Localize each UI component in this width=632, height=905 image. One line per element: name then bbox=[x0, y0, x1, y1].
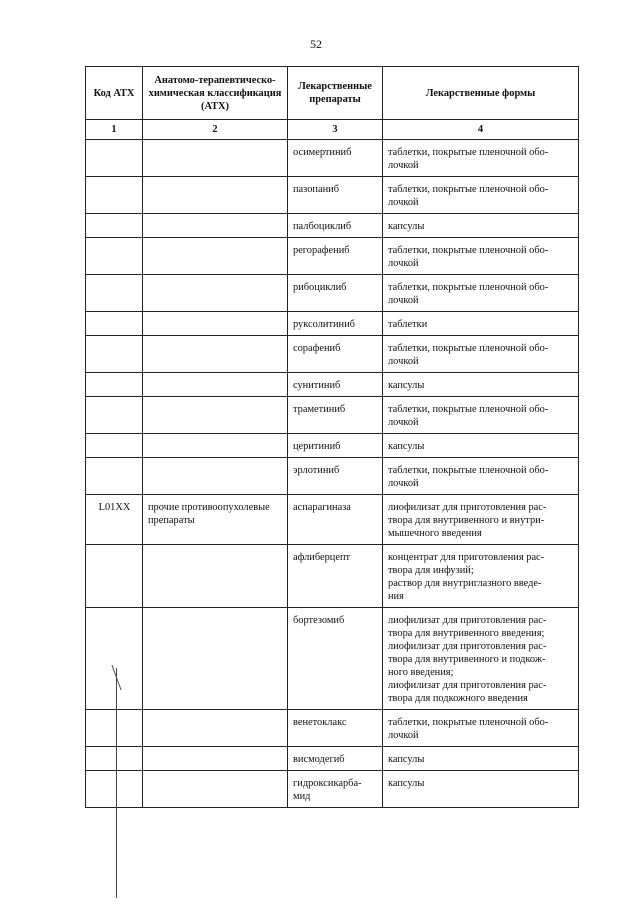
drug-name-cell: руксолитиниб bbox=[288, 312, 383, 336]
dosage-form-cell: капсулы bbox=[383, 214, 579, 238]
column-number: 3 bbox=[288, 120, 383, 140]
header-atx-classification: Анатомо-терапевтическо-химическая классификация (АТХ) bbox=[143, 67, 288, 120]
header-drugs: Лекарственные препараты bbox=[288, 67, 383, 120]
table-row bbox=[86, 608, 579, 710]
drug-name-cell: палбоциклиб bbox=[288, 214, 383, 238]
atx-code-cell bbox=[86, 608, 143, 710]
atx-class-cell bbox=[143, 434, 288, 458]
atx-class-cell bbox=[143, 545, 288, 608]
dosage-form-cell: капсулы bbox=[383, 434, 579, 458]
dosage-form-cell: концентрат для приготовления рас- твора для инфузий; раствор для внутриглазного введе- ния bbox=[383, 545, 579, 608]
table-row bbox=[86, 545, 579, 608]
atx-class-cell bbox=[143, 238, 288, 275]
drug-name-cell: сорафениб bbox=[288, 336, 383, 373]
atx-code-cell bbox=[86, 214, 143, 238]
drug-name-cell: бортезомиб bbox=[288, 608, 383, 710]
atx-class-cell bbox=[143, 373, 288, 397]
atx-class-cell bbox=[143, 140, 288, 177]
margin-pen-mark bbox=[116, 668, 117, 898]
table-row bbox=[86, 747, 579, 771]
table-row bbox=[86, 177, 579, 214]
table-row bbox=[86, 397, 579, 434]
drug-name-cell: пазопаниб bbox=[288, 177, 383, 214]
table-row bbox=[86, 434, 579, 458]
atx-code-cell bbox=[86, 747, 143, 771]
atx-class-cell bbox=[143, 336, 288, 373]
atx-class-cell bbox=[143, 397, 288, 434]
atx-class-cell: прочие противоопухолевые препараты bbox=[143, 495, 288, 545]
table-row bbox=[86, 238, 579, 275]
dosage-form-cell: таблетки, покрытые пленочной обо- лочкой bbox=[383, 238, 579, 275]
drug-name-cell: сунитиниб bbox=[288, 373, 383, 397]
table-row bbox=[86, 458, 579, 495]
column-number-row bbox=[86, 120, 579, 140]
dosage-form-cell: таблетки, покрытые пленочной обо- лочкой bbox=[383, 458, 579, 495]
drug-name-cell: церитиниб bbox=[288, 434, 383, 458]
atx-code-cell bbox=[86, 397, 143, 434]
atx-class-cell bbox=[143, 312, 288, 336]
column-number: 1 bbox=[86, 120, 143, 140]
drug-name-cell: венетоклакс bbox=[288, 710, 383, 747]
drug-name-cell: регорафениб bbox=[288, 238, 383, 275]
table-row bbox=[86, 312, 579, 336]
atx-code-cell bbox=[86, 771, 143, 808]
atx-class-cell bbox=[143, 747, 288, 771]
atx-class-cell bbox=[143, 771, 288, 808]
dosage-form-cell: лиофилизат для приготовления рас- твора для внутривенного и внутри- мышечного введения bbox=[383, 495, 579, 545]
atx-class-cell bbox=[143, 710, 288, 747]
atx-code-cell: L01XX bbox=[86, 495, 143, 545]
dosage-form-cell: таблетки bbox=[383, 312, 579, 336]
table-row bbox=[86, 373, 579, 397]
atx-code-cell bbox=[86, 710, 143, 747]
atx-code-cell bbox=[86, 545, 143, 608]
table-row bbox=[86, 140, 579, 177]
atx-class-cell bbox=[143, 214, 288, 238]
atx-class-cell bbox=[143, 608, 288, 710]
table-row bbox=[86, 495, 579, 545]
dosage-form-cell: таблетки, покрытые пленочной обо- лочкой bbox=[383, 397, 579, 434]
atx-code-cell bbox=[86, 434, 143, 458]
atx-code-cell bbox=[86, 336, 143, 373]
drug-name-cell: гидроксикарба- мид bbox=[288, 771, 383, 808]
atx-code-cell bbox=[86, 275, 143, 312]
atx-class-cell bbox=[143, 458, 288, 495]
table-header-row bbox=[86, 67, 579, 120]
drug-name-cell: афлиберцепт bbox=[288, 545, 383, 608]
drug-name-cell: аспарагиназа bbox=[288, 495, 383, 545]
atx-code-cell bbox=[86, 238, 143, 275]
atx-code-cell bbox=[86, 312, 143, 336]
header-atx-code: Код АТХ bbox=[86, 67, 143, 120]
atx-code-cell bbox=[86, 458, 143, 495]
atx-table bbox=[85, 66, 579, 808]
dosage-form-cell: капсулы bbox=[383, 747, 579, 771]
drug-name-cell: осимертиниб bbox=[288, 140, 383, 177]
table-row bbox=[86, 336, 579, 373]
dosage-form-cell: таблетки, покрытые пленочной обо- лочкой bbox=[383, 177, 579, 214]
dosage-form-cell: таблетки, покрытые пленочной обо- лочкой bbox=[383, 710, 579, 747]
table-row bbox=[86, 214, 579, 238]
page-number: 52 bbox=[310, 37, 322, 51]
atx-class-cell bbox=[143, 275, 288, 312]
dosage-form-cell: капсулы bbox=[383, 771, 579, 808]
drug-name-cell: траметиниб bbox=[288, 397, 383, 434]
dosage-form-cell: таблетки, покрытые пленочной обо- лочкой bbox=[383, 275, 579, 312]
atx-code-cell bbox=[86, 373, 143, 397]
dosage-form-cell: капсулы bbox=[383, 373, 579, 397]
atx-class-cell bbox=[143, 177, 288, 214]
drug-name-cell: эрлотиниб bbox=[288, 458, 383, 495]
column-number: 2 bbox=[143, 120, 288, 140]
dosage-form-cell: лиофилизат для приготовления рас- твора для внутривенного введения; лиофилизат для приготовления рас- твора для внутривенного и подкож- ного введения; лиофилизат для приготовления рас- твора для подкожного введения bbox=[383, 608, 579, 710]
column-number: 4 bbox=[383, 120, 579, 140]
dosage-form-cell: таблетки, покрытые пленочной обо- лочкой bbox=[383, 140, 579, 177]
table-row bbox=[86, 710, 579, 747]
atx-code-cell bbox=[86, 177, 143, 214]
drug-name-cell: рибоциклиб bbox=[288, 275, 383, 312]
table-row bbox=[86, 275, 579, 312]
atx-code-cell bbox=[86, 140, 143, 177]
drug-name-cell: висмодегиб bbox=[288, 747, 383, 771]
header-dosage-forms: Лекарственные формы bbox=[383, 67, 579, 120]
table-row bbox=[86, 771, 579, 808]
dosage-form-cell: таблетки, покрытые пленочной обо- лочкой bbox=[383, 336, 579, 373]
